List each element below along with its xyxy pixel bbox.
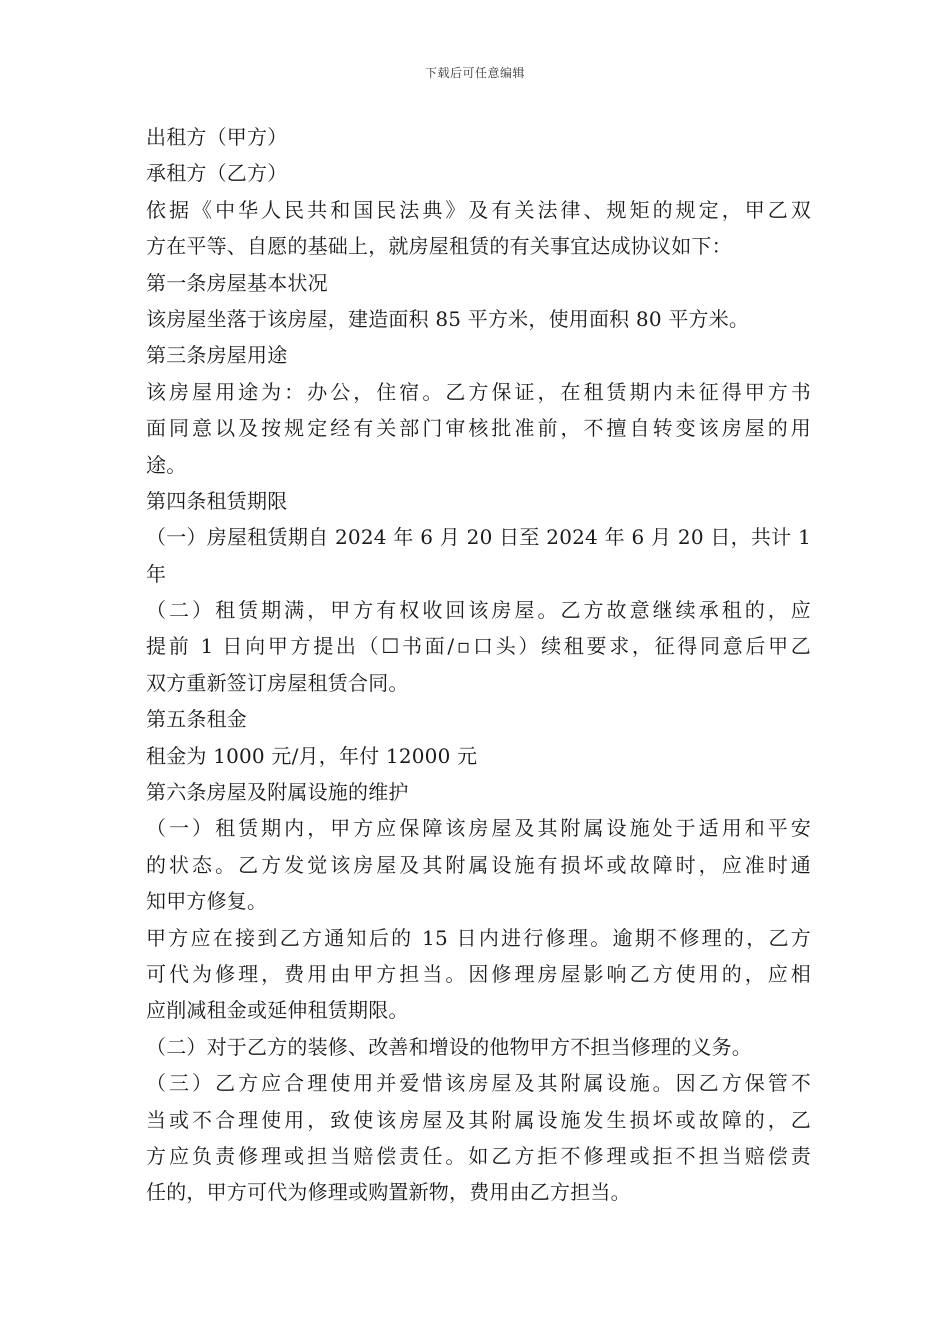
document-line: 承租方（乙方）: [146, 161, 288, 186]
document-line: 该房屋坐落于该房屋，建造面积 85 平方米，使用面积 80 平方米。: [146, 306, 750, 331]
document-line: 该房屋用途为：办公，住宿。乙方保证，在租赁期内未征得甲方书: [146, 379, 811, 404]
page-header: 下载后可任意编辑: [424, 66, 525, 80]
document-line: （二）对于乙方的装修、改善和增设的他物甲方不担当修理的义务。: [146, 1034, 752, 1059]
document-line: （一）租赁期内，甲方应保障该房屋及其附属设施处于适用和平安: [146, 816, 811, 841]
document-line: 第三条房屋用途: [146, 343, 288, 368]
document-line: 依据《中华人民共和国民法典》及有关法律、规矩的规定，甲乙双: [146, 197, 811, 222]
document-line: 应削减租金或延伸租赁期限。: [146, 998, 409, 1023]
document-line: 第五条租金: [146, 707, 247, 732]
document-line: 面同意以及按规定经有关部门审核批准前，不擅自转变该房屋的用: [146, 416, 811, 441]
document-line: 第一条房屋基本状况: [146, 270, 328, 295]
document-line: 提前 1 日向甲方提出（☐书面/▫口头）续租要求，征得同意后甲乙: [146, 634, 811, 659]
document-line: 任的，甲方可代为修理或购置新物，费用由乙方担当。: [146, 1180, 631, 1205]
document-line: 出租方（甲方）: [146, 125, 288, 149]
document-line: 第四条租赁期限: [146, 488, 288, 513]
document-line: （二）租赁期满，甲方有权收回该房屋。乙方故意继续承租的，应: [146, 598, 811, 623]
document-line: 双方重新签订房屋租赁合同。: [146, 670, 409, 695]
document-line: 租金为 1000 元/月，年付 12000 元: [146, 743, 478, 768]
document-line: 方在平等、自愿的基础上，就房屋租赁的有关事宜达成协议如下：: [146, 234, 732, 259]
document-body: [146, 119, 811, 1211]
document-line: 甲方应在接到乙方通知后的 15 日内进行修理。逾期不修理的，乙方: [146, 925, 811, 950]
document-line: （一）房屋租赁期自 2024 年 6 月 20 日至 2024 年 6 月 20 日，共计 1: [146, 525, 811, 550]
document-line: （三）乙方应合理使用并爱惜该房屋及其附属设施。因乙方保管不: [146, 1071, 811, 1096]
document-line: 途。: [146, 452, 187, 477]
document-line: 年: [146, 561, 167, 586]
document-line: 第六条房屋及附属设施的维护: [146, 780, 409, 805]
document-line: 当或不合理使用，致使该房屋及其附属设施发生损坏或故障的，乙: [146, 1107, 811, 1132]
document-line: 可代为修理，费用由甲方担当。因修理房屋影响乙方使用的，应相: [146, 961, 811, 986]
document-line: 知甲方修复。: [146, 889, 268, 914]
document-line: 方应负责修理或担当赔偿责任。如乙方拒不修理或拒不担当赔偿责: [146, 1143, 811, 1168]
document-line: 的状态。乙方发觉该房屋及其附属设施有损坏或故障时，应准时通: [146, 852, 811, 877]
